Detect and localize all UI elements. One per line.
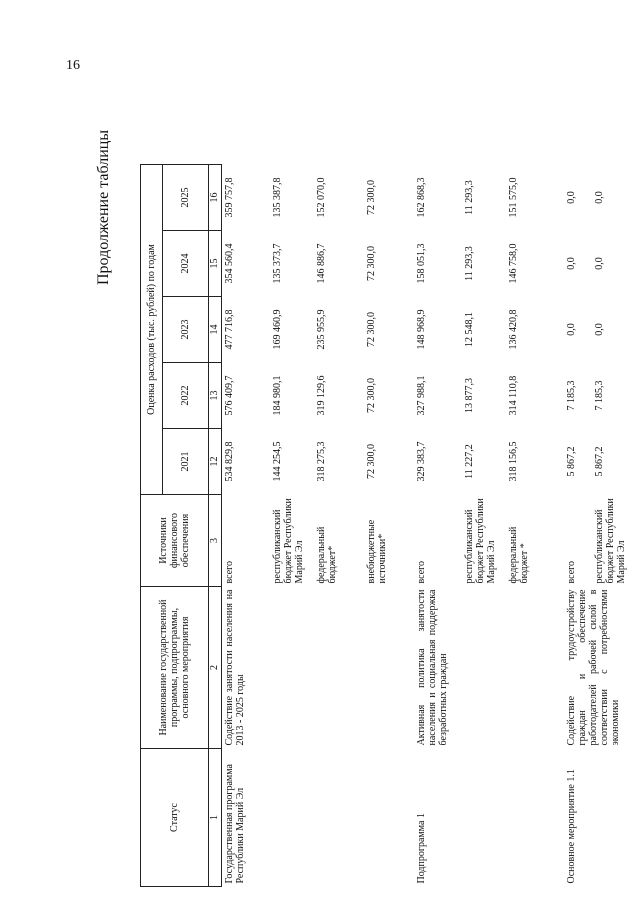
row-name: Активная политика занятости населения и социальная поддержка безработных граждан (415, 589, 449, 746)
row-name (462, 587, 506, 749)
row-value: 329 383,7 (415, 441, 427, 482)
row-value: 0,0 (593, 191, 605, 204)
table-row (462, 165, 506, 887)
header-year: 2021 (163, 429, 209, 495)
row-value: 158 051,3 (415, 243, 427, 284)
row-source: федеральный бюджет * (507, 526, 530, 584)
row-value: 72 300,0 (365, 378, 377, 413)
table-row (414, 165, 462, 887)
row-value: 576 409,7 (224, 375, 235, 416)
header-estimate: Оценка расходов (тыс. рублей) по годам (141, 165, 163, 495)
page-number: 16 (66, 58, 80, 73)
table-row (270, 165, 314, 887)
header-year: 2023 (163, 297, 209, 363)
row-status (506, 749, 564, 887)
table-row (564, 165, 592, 887)
row-value: 72 300,0 (365, 444, 377, 479)
header-sources: Источники финансового обеспечения (141, 495, 209, 587)
row-source: республиканский бюджет Республики Марий Эл (593, 498, 627, 584)
header-year: 2024 (163, 231, 209, 297)
row-value: 144 254,5 (271, 441, 283, 482)
row-name (270, 587, 314, 749)
row-value: 152 070,0 (315, 177, 327, 218)
row-value: 72 300,0 (365, 312, 377, 347)
row-status (462, 749, 506, 887)
row-status (314, 749, 364, 887)
row-source: федеральный бюджет* (315, 526, 338, 584)
row-value: 72 300,0 (365, 180, 377, 215)
row-value: 12 548,1 (463, 312, 475, 347)
row-status: Основное мероприятие 1.1 (565, 769, 577, 884)
col-number: 15 (209, 231, 222, 297)
col-number: 12 (209, 429, 222, 495)
row-value: 354 560,4 (224, 243, 235, 284)
row-status (270, 749, 314, 887)
row-value: 11 293,3 (463, 246, 475, 281)
row-value: 135 387,8 (271, 177, 283, 218)
row-name: Содействие трудоустройству граждан и обеспечение работодателей рабочей силой в соответствии с потребностями экономики (565, 589, 622, 746)
row-value: 146 758,0 (507, 243, 519, 284)
col-number: 3 (209, 495, 222, 587)
row-value: 235 955,9 (315, 309, 327, 350)
header-year: 2025 (163, 165, 209, 231)
table-row (222, 165, 270, 887)
row-value: 327 988,1 (415, 375, 427, 416)
row-value: 148 968,9 (415, 309, 427, 350)
header-name: Наименование государственной программы, подпрограммы, основного мероприятия (141, 587, 209, 749)
budget-table (140, 164, 636, 887)
header-year: 2022 (163, 363, 209, 429)
col-number: 14 (209, 297, 222, 363)
table-row (592, 165, 636, 887)
col-number: 2 (209, 587, 222, 749)
col-number: 13 (209, 363, 222, 429)
row-value: 477 716,8 (224, 309, 235, 350)
row-value: 534 829,8 (224, 441, 235, 482)
row-source: всего (415, 560, 427, 584)
row-value: 7 185,3 (593, 380, 605, 411)
table-row (314, 165, 364, 887)
col-number: 16 (209, 165, 222, 231)
row-value: 359 757,8 (224, 177, 235, 218)
row-source: республиканский бюджет Республики Марий Эл (271, 498, 305, 584)
row-source: внебюджетные источники* (365, 519, 388, 584)
row-value: 0,0 (565, 257, 577, 270)
row-status (364, 749, 414, 887)
row-value: 0,0 (593, 323, 605, 336)
row-name (506, 587, 564, 749)
row-value: 7 185,3 (565, 380, 577, 411)
row-source: всего (565, 560, 577, 584)
row-source: всего (224, 560, 235, 584)
row-value: 184 980,1 (271, 375, 283, 416)
row-value: 5 867,2 (593, 446, 605, 477)
row-value: 319 129,6 (315, 375, 327, 416)
row-name (364, 587, 414, 749)
row-value: 135 373,7 (271, 243, 283, 284)
row-value: 318 156,5 (507, 441, 519, 482)
row-value: 162 868,3 (415, 177, 427, 218)
row-value: 13 877,3 (463, 378, 475, 413)
row-status: Государственная программа Республики Марий Эл (224, 764, 247, 884)
row-value: 0,0 (593, 257, 605, 270)
row-value: 136 420,8 (507, 309, 519, 350)
col-number: 1 (209, 749, 222, 887)
row-value: 11 227,2 (463, 444, 475, 479)
table-row (506, 165, 564, 887)
header-status: Статус (141, 749, 209, 887)
row-source: республиканский бюджет Республики Марий Эл (463, 498, 497, 584)
row-value: 5 867,2 (565, 446, 577, 477)
row-value: 146 886,7 (315, 243, 327, 284)
row-status (592, 749, 636, 887)
row-value: 314 110,8 (507, 375, 519, 416)
row-name (314, 587, 364, 749)
row-value: 11 293,3 (463, 180, 475, 215)
row-value: 0,0 (565, 323, 577, 336)
row-value: 169 460,9 (271, 309, 283, 350)
row-value: 318 275,3 (315, 441, 327, 482)
row-value: 151 575,0 (507, 177, 519, 218)
table-continuation-title: Продолжение таблицы (95, 129, 112, 285)
table-row (364, 165, 414, 887)
row-value: 72 300,0 (365, 246, 377, 281)
row-status: Подпрограмма 1 (415, 813, 427, 884)
row-value: 0,0 (565, 191, 577, 204)
row-name: Содействие занятости населения на 2013 - 2025 годы (224, 589, 247, 746)
